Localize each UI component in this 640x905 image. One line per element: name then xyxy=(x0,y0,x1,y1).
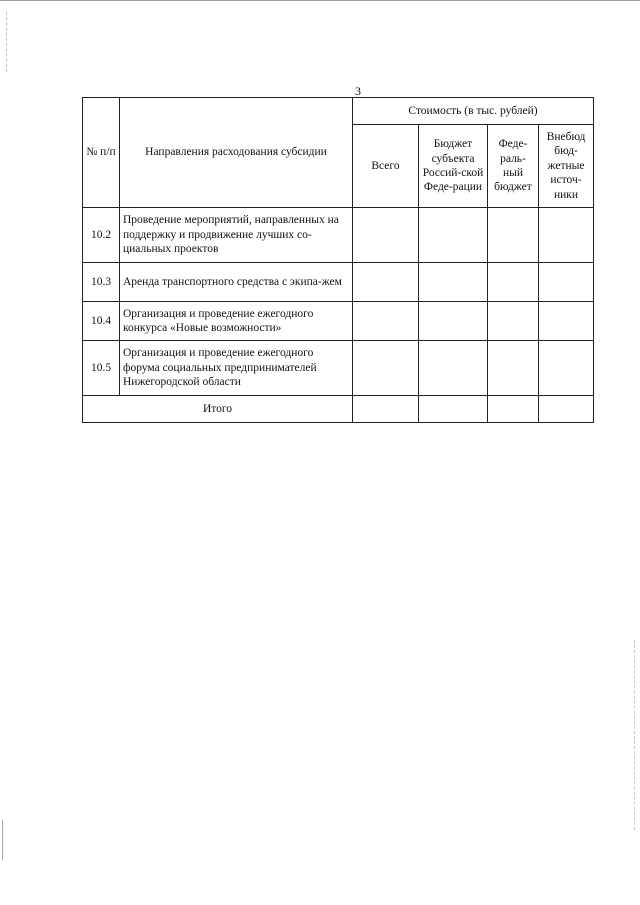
subsidy-table xyxy=(82,97,594,423)
header-direction: Направления расходования субсидии xyxy=(120,98,353,208)
table-row xyxy=(83,263,594,302)
cell-subject-budget xyxy=(419,341,488,396)
cell-subject-budget xyxy=(419,396,488,423)
cell-extra-budget xyxy=(539,396,594,423)
row-number: 10.4 xyxy=(83,302,120,341)
header-cost: Стоимость (в тыс. рублей) xyxy=(353,98,594,125)
cell-total xyxy=(353,341,419,396)
header-total: Всего xyxy=(353,125,419,208)
cell-extra-budget xyxy=(539,302,594,341)
header-federal-budget: Феде-раль-ный бюджет xyxy=(488,125,539,208)
cell-total xyxy=(353,208,419,263)
row-direction: Организация и проведение ежегодного конкурса «Новые возможности» xyxy=(120,302,353,341)
cell-total xyxy=(353,302,419,341)
row-direction: Проведение мероприятий, направленных на поддержку и продвижение лучших со-циальных проектов xyxy=(120,208,353,263)
cell-extra-budget xyxy=(539,263,594,302)
total-row xyxy=(83,396,594,423)
row-direction: Аренда транспортного средства с экипа-жем xyxy=(120,263,353,302)
header-number: № п/п xyxy=(83,98,120,208)
cell-federal-budget xyxy=(488,263,539,302)
cell-federal-budget xyxy=(488,302,539,341)
cell-federal-budget xyxy=(488,208,539,263)
scan-bottom-left-artifact xyxy=(2,820,3,860)
row-number: 10.2 xyxy=(83,208,120,263)
row-number: 10.5 xyxy=(83,341,120,396)
scan-left-artifact xyxy=(6,12,8,72)
cell-total xyxy=(353,396,419,423)
table-row xyxy=(83,341,594,396)
cell-extra-budget xyxy=(539,341,594,396)
row-number: 10.3 xyxy=(83,263,120,302)
cell-federal-budget xyxy=(488,341,539,396)
header-subject-budget: Бюджет субъекта Россий-ской Феде-рации xyxy=(419,125,488,208)
cell-total xyxy=(353,263,419,302)
header-extra-budget: Внебюд бюд-жетные источ-ники xyxy=(539,125,594,208)
cell-subject-budget xyxy=(419,208,488,263)
cell-subject-budget xyxy=(419,302,488,341)
table-row xyxy=(83,302,594,341)
row-direction: Организация и проведение ежегодного форума социальных предпринимателей Нижегородской области xyxy=(120,341,353,396)
page-number: 3 xyxy=(355,84,361,98)
cell-subject-budget xyxy=(419,263,488,302)
scan-right-artifact xyxy=(634,640,636,830)
scan-top-edge xyxy=(0,0,640,1)
table-row xyxy=(83,208,594,263)
total-label: Итого xyxy=(83,396,353,423)
cell-extra-budget xyxy=(539,208,594,263)
cell-federal-budget xyxy=(488,396,539,423)
